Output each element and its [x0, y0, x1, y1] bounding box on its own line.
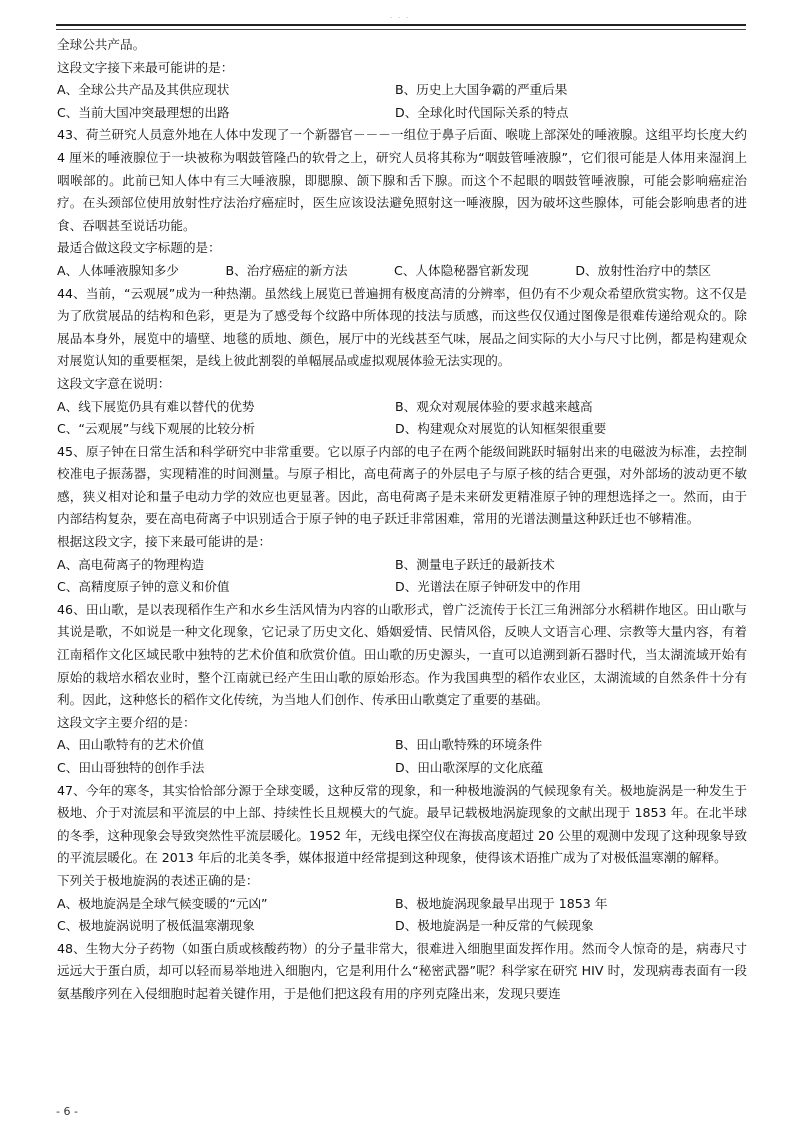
q47-stem: 下列关于极地旋涡的表述正确的是： [57, 872, 259, 888]
q45-option-c: C、高精度原子钟的意义和价值 [57, 579, 230, 595]
q42-option-a: A、全球公共产品及其供应现状 [57, 82, 230, 98]
q44-stem: 这段文字意在说明： [57, 375, 171, 391]
q43-passage: 43、荷兰研究人员意外地在人体中发现了一个新器官－－－一组位于鼻子后面、喉咙上部深处的唾液腺。这组平均长度大约 4 厘米的唾液腺位于一块被称为咽鼓管隆凸的软骨之上，研究人员将其称为“咽鼓管唾液腺”，它们很可能是人体用来湿润上咽喉部的。此前已知人体中有三大唾液腺，即腮腺、颌下腺和舌下腺。而这个不起眼的咽鼓管唾液腺，可能会影响癌症治疗。在头颈部位使用放射性疗法治疗癌症时，医生应该设法避免照射这一唾液腺，因为破坏这些腺体，可能会影响患者的进食、吞咽甚至说话功能。 [57, 127, 747, 233]
q46-options [57, 734, 747, 779]
header-rule-thick [56, 24, 746, 26]
q47-passage: 47、今年的寒冬，其实恰恰部分源于全球变暖，这种反常的现象，和一种极地漩涡的气候现象有关。极地旋涡是一种发生于极地、介于对流层和平流层的中上部、持续性长且规模大的气旋。最早记载极地涡旋现象的文献出现于 1853 年。在北半球的冬季，这种现象会导致突然性平流层暖化。1952 年，无线电探空仪在海拔高度超过 20 公里的观测中发现了这种现象导致的平流层暖化。在 2013 年后的北美冬季，媒体报道中经常提到这种现象，使得该术语推广成为了对极低温寒潮的解释。 [57, 782, 747, 866]
q42-stem: 这段文字接下来最可能讲的是： [57, 59, 234, 75]
q45-option-a: A、高电荷离子的物理构造 [57, 556, 205, 572]
q46-option-c: C、田山哥独特的创作手法 [57, 760, 205, 775]
q43-option-a: A、人体唾液腺知多少 [57, 262, 179, 278]
q45-option-d: D、光谱法在原子钟研发中的作用 [395, 579, 582, 595]
q44-option-d: D、构建观众对展览的认知框架很重要 [395, 421, 607, 437]
q46-option-a: A、田山歌特有的艺术价值 [57, 737, 205, 753]
q47-option-d: D、极地旋涡是一种反常的气候现象 [395, 918, 594, 934]
q45-passage: 45、原子钟在日常生活和科学研究中非常重要。它以原子内部的电子在两个能级间跳跃时辐射出来的电磁波为标准，去控制校准电子振荡器，实现精准的时间测量。与原子相比，高电荷离子的外层电子与原子核的结合更强，对外部场的波动更不敏感，狭义相对论和量子电动力学的效应也更显著。因此，高电荷离子是未来研发更精准原子钟的理想选择之一。然而，由于内部结构复杂，要在高电荷离子中识别适合于原子钟的电子跃迁非常困难，常用的光谱法测量这种跃迁也不够精准。 [57, 443, 747, 527]
q47-option-c: C、极地旋涡说明了极低温寒潮现象 [57, 918, 255, 934]
q46-passage: 46、田山歌，是以表现稻作生产和水乡生活风情为内容的山歌形式，曾广泛流传于长江三角洲部分水稻耕作地区。田山歌与其说是歌，不如说是一种文化现象，它记录了历史文化、婚姻爱情、民情风俗，反映人文语言心理、宗教等大量内容，有着江南稻作文化区域民歌中独特的艺术价值和欣赏价值。田山歌的历史源头，一直可以追溯到新石器时代，当太湖流域开始有原始的栽培水稻农业时，整个江南就已经产生田山歌的原始形态。作为我国典型的稻作农业区，太湖流域的自然条件十分有利。因此，这种悠长的稻作文化传统，为当地人们创作、传承田山歌奠定了重要的基础。 [57, 601, 747, 708]
q42-options [57, 79, 747, 124]
q48-passage: 48、生物大分子药物（如蛋白质或核酸药物）的分子量非常大，很难进入细胞里面发挥作用。然而令人惊奇的是，病毒尺寸远远大于蛋白质，却可以轻而易举地进入细胞内，它是利用什么“秘密武器”呢？科学家在研究 HIV 时，发现病毒表面有一段氨基酸序列在入侵细胞时起着关键作用，于是他们把这段有用的序列克隆出来，发现只要连 [57, 940, 747, 1001]
page-number: - 6 - [56, 1105, 78, 1118]
q47-options [57, 893, 747, 938]
q43-option-b: B、治疗癌症的新方法 [225, 262, 348, 278]
q42-option-c: C、当前大国冲突最理想的出路 [57, 104, 230, 120]
document-body [57, 34, 747, 1006]
header-rule-thin [56, 29, 746, 30]
header-mark: - - - [389, 14, 411, 21]
q42-option-b: B、历史上大国争霸的严重后果 [395, 82, 568, 98]
intro-tail: 全球公共产品。 [57, 37, 146, 52]
q43-options [57, 260, 747, 283]
q46-option-b: B、田山歌特殊的环境条件 [395, 737, 543, 753]
q45-stem: 根据这段文字，接下来最可能讲的是： [57, 534, 272, 550]
q43-option-c: C、人体隐秘器官新发现 [394, 262, 529, 278]
q47-option-a: A、极地旋涡是全球气候变暖的“元凶” [57, 895, 268, 911]
q47-option-b: B、极地旋涡现象最早出现于 1853 年 [395, 895, 608, 911]
q44-option-c: C、“云观展”与线下观展的比较分析 [57, 421, 256, 437]
q44-option-b: B、观众对观展体验的要求越来越高 [395, 398, 593, 414]
q44-options [57, 396, 747, 441]
q42-option-d: D、全球化时代国际关系的特点 [395, 104, 569, 120]
q46-stem: 这段文字主要介绍的是： [57, 714, 196, 730]
q45-option-b: B、测量电子跃迁的最新技术 [395, 556, 555, 572]
q44-passage: 44、当前，“云观展”成为一种热潮。虽然线上展览已普遍拥有极度高清的分辨率，但仍有不少观众希望欣赏实物。这不仅是为了欣赏展品的结构和色彩，更是为了感受每个纹路中所体现的技法与质感，而这些仅仅通过图像是很难传递给观众的。除展品本身外，展览中的墙壁、地毯的质地、颜色，展厅中的光线甚至气味，展品之间实际的大小与尺寸比例，都是构建观众对展览认知的重要框架，是线上彼此割裂的单幅展品或虚拟观展体验无法实现的。 [57, 285, 747, 369]
q43-option-d: D、放射性治疗中的禁区 [575, 262, 711, 278]
q45-options [57, 554, 747, 599]
q43-stem: 最适合做这段文字标题的是： [57, 240, 221, 256]
q46-option-d: D、田山歌深厚的文化底蕴 [395, 760, 544, 775]
q44-option-a: A、线下展览仍具有难以替代的优势 [57, 398, 255, 414]
